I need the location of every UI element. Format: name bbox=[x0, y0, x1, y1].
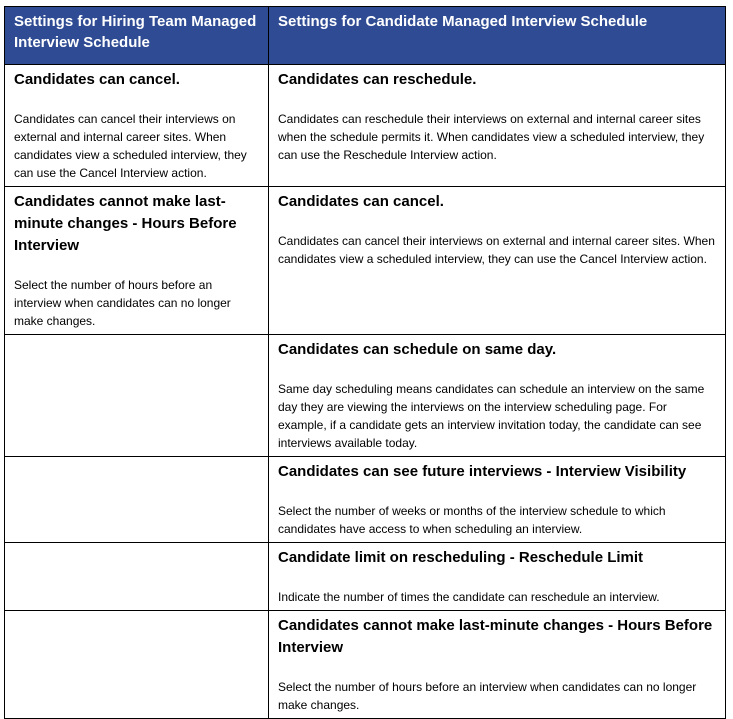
header-candidate-managed: Settings for Candidate Managed Interview Schedule bbox=[269, 7, 726, 65]
setting-title: Candidate limit on rescheduling - Reschedule Limit bbox=[278, 549, 644, 566]
header-row bbox=[5, 7, 726, 65]
candidate-managed-cell bbox=[269, 335, 726, 457]
setting-title: Candidates can cancel. bbox=[278, 193, 444, 210]
candidate-managed-cell bbox=[269, 611, 726, 719]
empty-cell bbox=[5, 335, 269, 457]
table-row bbox=[5, 611, 726, 719]
hiring-team-cell bbox=[5, 187, 269, 335]
candidate-managed-cell bbox=[269, 65, 726, 187]
setting-title: Candidates can reschedule. bbox=[278, 71, 477, 88]
empty-cell bbox=[5, 611, 269, 719]
table-row bbox=[5, 543, 726, 611]
candidate-managed-cell bbox=[269, 543, 726, 611]
empty-cell bbox=[5, 457, 269, 543]
header-hiring-team: Settings for Hiring Team Managed Interview Schedule bbox=[5, 7, 269, 65]
hiring-team-cell bbox=[5, 65, 269, 187]
setting-description: Candidates can cancel their interviews on external and internal career sites. When candidates view a scheduled interview, they can use the Cancel Interview action. bbox=[278, 234, 715, 266]
candidate-managed-cell bbox=[269, 457, 726, 543]
candidate-managed-cell bbox=[269, 187, 726, 335]
setting-description: Select the number of hours before an interview when candidates can no longer make changes. bbox=[278, 680, 697, 712]
empty-cell bbox=[5, 543, 269, 611]
setting-description: Same day scheduling means candidates can schedule an interview on the same day they are viewing the interviews on the interview scheduling page. For example, if a candidate gets an interview invitation today, the candidate can see interviews available today. bbox=[278, 382, 705, 450]
setting-title: Candidates cannot make last-minute changes - Hours Before Interview bbox=[278, 617, 713, 656]
setting-description: Select the number of weeks or months of the interview schedule to which candidates have access to when scheduling an interview. bbox=[278, 504, 666, 536]
setting-title: Candidates cannot make last-minute changes - Hours Before Interview bbox=[14, 193, 237, 254]
table-row bbox=[5, 335, 726, 457]
setting-description: Indicate the number of times the candidate can reschedule an interview. bbox=[278, 590, 660, 604]
table-row bbox=[5, 187, 726, 335]
setting-description: Select the number of hours before an interview when candidates can no longer make changes. bbox=[14, 278, 231, 328]
setting-description: Candidates can reschedule their interviews on external and internal career sites when the schedule permits it. When candidates view a scheduled interview, they can use the Reschedule Interview action. bbox=[278, 112, 705, 162]
table-row bbox=[5, 65, 726, 187]
settings-comparison-table bbox=[4, 6, 726, 719]
setting-title: Candidates can schedule on same day. bbox=[278, 341, 557, 358]
setting-title: Candidates can cancel. bbox=[14, 71, 180, 88]
setting-description: Candidates can cancel their interviews on external and internal career sites. When candidates view a scheduled interview, they can use the Cancel Interview action. bbox=[14, 112, 247, 180]
setting-title: Candidates can see future interviews - Interview Visibility bbox=[278, 463, 687, 480]
table-row bbox=[5, 457, 726, 543]
